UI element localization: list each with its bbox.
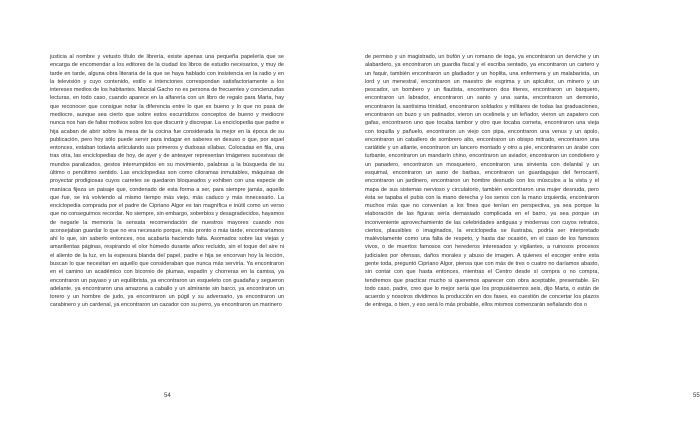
right-page bbox=[300, 0, 700, 424]
right-page-paragraph: de permiso y un magistrado, un bufón y un romano de toga, ya encontraron un derviche y un alabardero, ya encontraron un guardia fiscal y el escriba sentado, ya encontraron un cartero y un faquir, también encontraron un gladiador y un hoplita, una enfermera y un malabarista, un lord y un menestral, encontraron un maestro de esgrima y un apicultor, un minero y un pescador, un bombero y un flautista, encontraron dos titeres, encontraron un barquero, encontraron un labrador, encontraron un santo y una santa, encontraron un demonio, encontraron la santísima trinidad, encontraron soldados y militares de todas las graduaciones, encontraron un buzo y un patinador, vieron un ocelinela y un leñador, vieron un zapatero con gafas, encontraron uno que tocaba tambor y otro que tocaba corneta, encontraron una vieja con toquilla y pañuelo, encontraron un viejo con pipa, encontraron una venus y un apolo, encontraron un caballero de sombrero alto, encontraron un obispo mitrado, encontraron una cariátide y un atlante, encontraron un lancero montado y otro a pie, encontraron un árabe con turbante, encontraron un mandarín chino, encontraron un aviador, encontraron un condotiero y un panadero, encontraron un mosquetero, encontraron una sirvienta con delantal y un esquimal, encontraron un asno de barbas, encontraron un guardagujas del ferrocarril, encontraron un jardinero, encontraron un hombre desnudo con los músculos a la vista y el mapa de sus sistemas nervioso y circulatorio, también encontraron una mujer desnuda, pero ésta se tapaba el pubis con la mano derecha y los senos con la mano izquierda, encontraron muchos más que no convenían a los fines que tenían en perspectiva, ya sea porque la elaboración de las figuras sería demasiado complicada en el barro, ya sea porque un inconveniente aprovechamiento de las celebridades antiguas y modernas con cuyos retratos, ciertos, plausibles o imaginados, la enciclopedia se ilustraba, podría ser interpretado malévolamente como una falta de respeto, y hasta dar ocasión, en el caso de los famosos vivos, o de muertos famosos con herederos interesados y vigilantes, a ruinosos procesos judiciales por ofensas, daños morales y abuso de imagen. A quienes el escoger entre esta gente toda, preguntó Cipriano Algor, piensa que con más de tres o cuatro no daríamos abasto, sin contar con que hasta entonces, mientras el Centro desde sí compra o no compra, tendremos que practicar mucho si queremos aparecer con obra aceptable, presentable. En todo caso, padre, creo que lo mejor sería que los propusiésemos seis, dijo Marta, o están de acuerdo y nosotros dividimos la producción en dos fases, es cuestión de concertar los plazos de entrega, o bien, y eso será lo más probable, ellos mismos comenzarán señalando dos o bbox=[365, 54, 599, 309]
left-page-number: 54 bbox=[164, 393, 171, 399]
right-page-body-text bbox=[365, 53, 599, 310]
left-page-body-text bbox=[50, 53, 284, 310]
left-page bbox=[0, 0, 300, 424]
right-page-number: 55 bbox=[693, 393, 700, 399]
left-page-paragraph: justicia al nombre y vetusto título de librería, existe apenas una pequeña papelería que se encarga de encomendar a los editores de la ciudad los libros de estudio necesarios, y muy de tarde en tarde, alguna obra literaria de la que se haya hablado con insistencia en la radio y en la televisión y cuyo contenido, estilo e intenciones correspondan satisfactoriamente a los intereses medios de los habitantes. Marcial Gacho no es persona de frecuentes y concienzudas lecturas, en todo caso, cuando aparece en la alfarería con un libro de regalo para Marta, hay que reconocer que consigue notar la diferencia entre lo que es bueno y lo que no pasa de mediocre, aunque sea cierto que sobre estos escurridizos conceptos de bueno y mediocre nunca nos han de faltar motivos sobre los que discurrir y discrepar. La enciclopedia que padre e hija acaban de abrir sobre la mesa de la cocina fue considerada la mejor en la época de su publicación, pero hoy sólo puede servir para indagar en saberes en desuso o que, por aquel entonces, estaban todavía articulando sus primeros y dudosas sílabas. Colocadas en fila, una tras otra, las enciclopedias de hoy, de ayer y de anteayer representan imágenes sucesivas de mundos paralizados, gestos interrumpidos en su movimiento, palabras a la búsqueda de su último o penúltimo sentido. Las enciclopedias son como ciloramas inmutables, máquinas de proyectar prodigiosas cuyos carretes se quedaron bloqueados y exhiben con una especie de maníaca fijeza un paisaje que, condenado de esta forma a ser, para siempre jamás, aquello que fue, se irá volviendo al mismo tiempo más viejo, más caduco y más innecesario. La enciclopedia comprada por el padre de Cipriano Algor es tan magnífica e inútil como un verso que no conseguimos recordar. No siempre, sin embargo, soberbios y desagradecidos, hayamos de negarle la memoria la sensata recomendación de nuestros mayores cuando nos aconsejaban guardar lo que no era necesario porque, más pronto o más tarde, encontraríamos ahí lo que, sin saberlo entonces, nos acabaría haciendo falta. Asomados sobre las viejas y amarillentas páginas, respirando el olor húmedo durante años recluido, sin el toque del aire ni el aliento de la luz, en la espesura blanda del papel, padre e hija se encorvan hoy la lección, buscan lo que necesitan en aquello que consideraban que nunca más serviría. Ya encontraron en el camino un académico con bicornio de plumas, espadín y chorreras en la camisa, ya encontraron un payaso y un equilibrista, ya encontraron un esqueleto con guadaña y segueron adelante, ya encontraron una amazona a caballo y un almirante sin barco, ya encontraron un torero y un hombre de judo, ya encontraron un púgil y su adversario, ya encontraron un carabinero y un cardenal, ya encontraron un cazador con su perro, ya encontraron un marinero bbox=[50, 54, 284, 309]
